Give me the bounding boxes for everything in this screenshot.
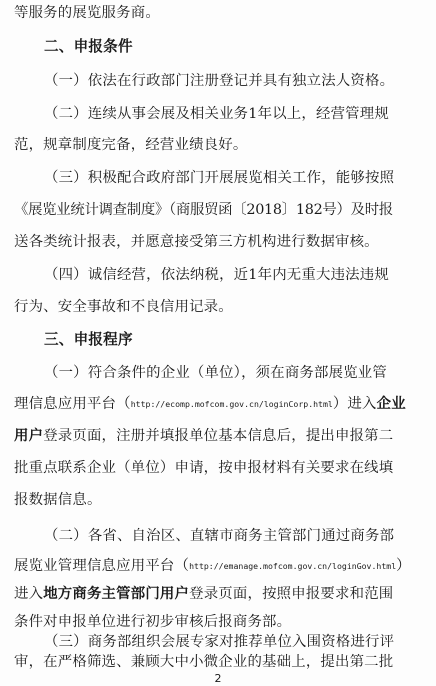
text-span: 登录页面，注册并填报单位基本信息后，提出申报第二 xyxy=(43,428,394,444)
paragraph-line: （一）依法在行政部门注册登记并具有独立法人资格。 xyxy=(44,73,395,89)
bold-text: 用户 xyxy=(14,428,44,444)
text-span: 理信息应用平台（ xyxy=(14,396,131,412)
paragraph-line: 批重点联系企业（单位）申请，按申报材料有关要求在线填 xyxy=(14,460,394,476)
paragraph-line: （三）积极配合政府部门开展展览相关工作，能够按照 xyxy=(44,170,395,186)
paragraph-line: （四）诚信经营，依法纳税，近1年内无重大违法违规 xyxy=(44,267,389,283)
paragraph-line: 送各类统计报表，并愿意接受第三方机构进行数据审核。 xyxy=(14,234,379,250)
bold-text: 地方商务主管部门用户 xyxy=(43,586,190,602)
paragraph-line: 《展览业统计调查制度》（商服贸函〔2018〕182号）及时报 xyxy=(14,202,393,218)
paragraph-line xyxy=(14,426,434,446)
paragraph-line: 行为、安全事故和不良信用记录。 xyxy=(14,299,233,315)
paragraph-line: （二）各省、自治区、直辖市商务主管部门通过商务部 xyxy=(44,528,395,544)
paragraph-line: 等服务的展览服务商。 xyxy=(14,5,160,21)
section-heading-conditions: 二、申报条件 xyxy=(44,38,133,55)
text-span: 展览业管理信息应用平台（ xyxy=(14,558,190,574)
section-heading-procedure: 三、申报程序 xyxy=(44,331,133,348)
platform-url-gov: http://emanage.mofcom.gov.cn/loginGov.html xyxy=(189,561,397,571)
text-span: 登录页面，按照申报要求和范围 xyxy=(189,586,394,602)
paragraph-line: 条件对申报单位进行初步审核后报商务部。 xyxy=(14,614,292,630)
paragraph-line xyxy=(14,584,434,604)
text-span: ）进入 xyxy=(332,396,377,412)
paragraph-line: （一）符合条件的企业（单位），须在商务部展览业管 xyxy=(44,365,387,381)
page-number: 2 xyxy=(214,672,222,685)
paragraph-line xyxy=(14,556,434,576)
paragraph-line: （二）连续从事会展及相关业务1年以上，经营管理规 xyxy=(44,106,389,122)
text-span: ） xyxy=(396,558,411,574)
bold-text: 企业 xyxy=(376,396,406,412)
paragraph-line: （三）商务部组织会展专家对推荐单位入围资格进行评 xyxy=(44,634,395,650)
paragraph-line: 审，在严格筛选、兼顾大中小微企业的基础上，提出第二批 xyxy=(14,654,394,670)
platform-url-corp: http://ecomp.mofcom.gov.cn/loginCorp.html xyxy=(130,399,333,409)
paragraph-line: 范，规章制度完备，经营业绩良好。 xyxy=(14,137,248,153)
paragraph-line xyxy=(14,394,434,414)
paragraph-line: 报数据信息。 xyxy=(14,492,102,508)
text-span: 进入 xyxy=(14,586,44,602)
